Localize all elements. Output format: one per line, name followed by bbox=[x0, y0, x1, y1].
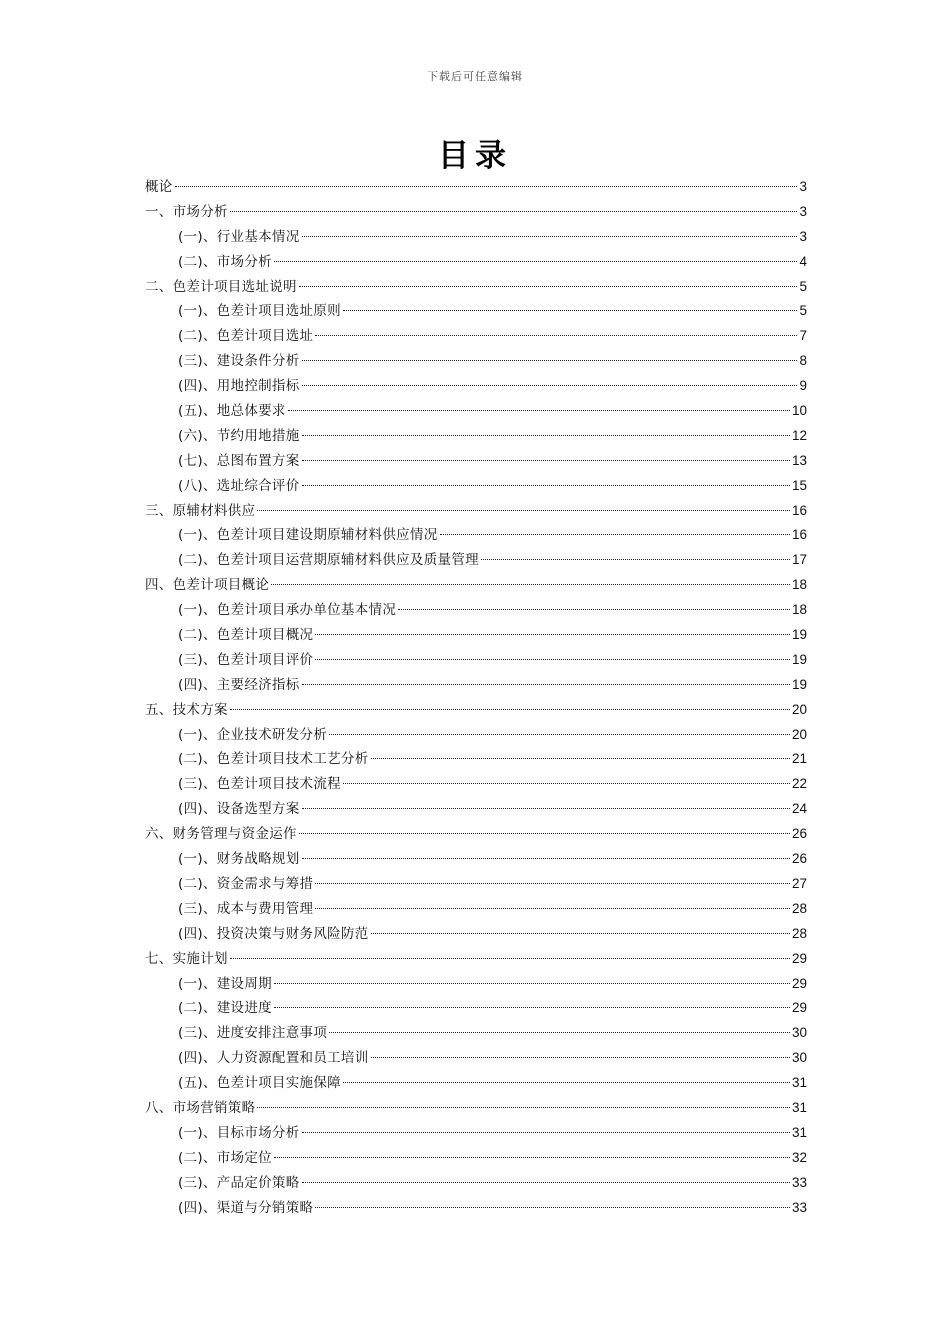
toc-dot-leader bbox=[302, 485, 790, 486]
toc-page-number: 31 bbox=[791, 1124, 807, 1140]
toc-dot-leader bbox=[343, 1082, 790, 1083]
toc-entry[interactable] bbox=[145, 972, 807, 997]
toc-entry[interactable] bbox=[145, 1071, 807, 1096]
toc-dot-leader bbox=[274, 983, 790, 984]
toc-page-number: 5 bbox=[799, 278, 807, 294]
toc-page-number: 29 bbox=[791, 950, 807, 966]
toc-page-number: 12 bbox=[791, 427, 807, 443]
toc-page-number: 30 bbox=[791, 1025, 807, 1041]
toc-entry-text: (三)、成本与费用管理 bbox=[178, 900, 314, 917]
toc-page-number: 29 bbox=[791, 975, 807, 991]
toc-entry[interactable] bbox=[145, 623, 807, 648]
toc-entry-text: (四)、投资决策与财务风险防范 bbox=[178, 925, 369, 942]
toc-page-number: 18 bbox=[791, 602, 807, 618]
toc-entry-text: (七)、总图布置方案 bbox=[178, 452, 300, 469]
toc-entry[interactable] bbox=[145, 499, 807, 524]
toc-entry[interactable] bbox=[145, 573, 807, 598]
toc-entry-text: (一)、行业基本情况 bbox=[178, 228, 300, 245]
toc-entry[interactable] bbox=[145, 847, 807, 872]
toc-list bbox=[145, 175, 807, 1220]
toc-entry[interactable] bbox=[145, 1196, 807, 1221]
toc-dot-leader bbox=[371, 933, 790, 934]
toc-page-number: 22 bbox=[791, 776, 807, 792]
toc-dot-leader bbox=[271, 584, 790, 585]
toc-dot-leader bbox=[299, 833, 790, 834]
toc-dot-leader bbox=[302, 236, 798, 237]
toc-entry-text: (四)、人力资源配置和员工培训 bbox=[178, 1050, 369, 1067]
toc-entry[interactable] bbox=[145, 598, 807, 623]
toc-entry-text: 七、实施计划 bbox=[145, 950, 228, 967]
toc-entry-text: (一)、色差计项目建设期原辅材料供应情况 bbox=[178, 527, 438, 544]
toc-page-number: 33 bbox=[791, 1199, 807, 1215]
toc-entry-text: (一)、色差计项目选址原则 bbox=[178, 303, 341, 320]
toc-dot-leader bbox=[299, 286, 798, 287]
toc-entry-text: (六)、节约用地措施 bbox=[178, 427, 300, 444]
toc-page-number: 21 bbox=[791, 751, 807, 767]
toc-page-number: 4 bbox=[799, 253, 807, 269]
toc-page-number: 16 bbox=[791, 527, 807, 543]
toc-entry-text: (三)、色差计项目评价 bbox=[178, 651, 314, 668]
toc-entry-text: (三)、建设条件分析 bbox=[178, 353, 300, 370]
toc-dot-leader bbox=[329, 734, 790, 735]
toc-entry[interactable] bbox=[145, 1021, 807, 1046]
toc-entry[interactable] bbox=[145, 747, 807, 772]
toc-entry[interactable] bbox=[145, 399, 807, 424]
toc-entry-text: (二)、市场分析 bbox=[178, 253, 272, 270]
toc-dot-leader bbox=[302, 1132, 790, 1133]
toc-dot-leader bbox=[315, 908, 790, 909]
toc-page-number: 19 bbox=[791, 651, 807, 667]
toc-entry-text: (二)、色差计项目技术工艺分析 bbox=[178, 751, 369, 768]
toc-dot-leader bbox=[274, 1007, 790, 1008]
toc-page-number: 18 bbox=[791, 577, 807, 593]
toc-entry-text: (四)、用地控制指标 bbox=[178, 378, 300, 395]
toc-entry[interactable] bbox=[145, 648, 807, 673]
toc-entry-text: (二)、资金需求与筹措 bbox=[178, 875, 314, 892]
toc-entry-text: 五、技术方案 bbox=[145, 701, 228, 718]
toc-entry[interactable] bbox=[145, 1146, 807, 1171]
toc-dot-leader bbox=[398, 609, 790, 610]
toc-dot-leader bbox=[315, 883, 790, 884]
toc-entry[interactable] bbox=[145, 324, 807, 349]
toc-entry-text: 一、市场分析 bbox=[145, 203, 228, 220]
toc-dot-leader bbox=[302, 858, 790, 859]
toc-entry[interactable] bbox=[145, 548, 807, 573]
toc-dot-leader bbox=[274, 1157, 790, 1158]
toc-page-number: 31 bbox=[791, 1099, 807, 1115]
toc-entry[interactable] bbox=[145, 723, 807, 748]
toc-entry[interactable] bbox=[145, 424, 807, 449]
toc-dot-leader bbox=[302, 360, 798, 361]
toc-page-number: 33 bbox=[791, 1174, 807, 1190]
toc-page-number: 3 bbox=[799, 228, 807, 244]
toc-entry-text: (三)、进度安排注意事项 bbox=[178, 1025, 328, 1042]
toc-page-number: 28 bbox=[791, 900, 807, 916]
toc-entry[interactable] bbox=[145, 523, 807, 548]
toc-dot-leader bbox=[440, 534, 790, 535]
toc-entry-text: 六、财务管理与资金运作 bbox=[145, 826, 297, 843]
toc-page-number: 20 bbox=[791, 701, 807, 717]
toc-entry-text: (一)、建设周期 bbox=[178, 975, 272, 992]
toc-dot-leader bbox=[315, 1207, 790, 1208]
toc-entry-text: (五)、色差计项目实施保障 bbox=[178, 1075, 341, 1092]
toc-page-number: 29 bbox=[791, 1000, 807, 1016]
toc-entry[interactable] bbox=[145, 200, 807, 225]
toc-entry-text: 四、色差计项目概论 bbox=[145, 577, 270, 594]
toc-entry[interactable] bbox=[145, 698, 807, 723]
toc-dot-leader bbox=[371, 1057, 790, 1058]
toc-entry[interactable] bbox=[145, 299, 807, 324]
toc-page-number: 5 bbox=[799, 303, 807, 319]
toc-page-number: 19 bbox=[791, 676, 807, 692]
toc-entry[interactable] bbox=[145, 1096, 807, 1121]
toc-page-number: 19 bbox=[791, 627, 807, 643]
toc-dot-leader bbox=[257, 1107, 790, 1108]
toc-entry-text: (一)、色差计项目承办单位基本情况 bbox=[178, 602, 397, 619]
toc-entry[interactable] bbox=[145, 822, 807, 847]
toc-dot-leader bbox=[302, 435, 790, 436]
toc-entry[interactable] bbox=[145, 1121, 807, 1146]
toc-page-number: 27 bbox=[791, 875, 807, 891]
toc-entry-text: (二)、色差计项目概况 bbox=[178, 627, 314, 644]
toc-page-number: 31 bbox=[791, 1075, 807, 1091]
toc-entry[interactable] bbox=[145, 947, 807, 972]
toc-entry-text: (一)、目标市场分析 bbox=[178, 1124, 300, 1141]
toc-entry[interactable] bbox=[145, 897, 807, 922]
toc-page-number: 7 bbox=[799, 328, 807, 344]
toc-dot-leader bbox=[302, 808, 790, 809]
toc-dot-leader bbox=[302, 460, 790, 461]
toc-dot-leader bbox=[315, 634, 790, 635]
toc-entry-text: 八、市场营销策略 bbox=[145, 1099, 256, 1116]
toc-dot-leader bbox=[371, 758, 790, 759]
toc-entry-text: (四)、主要经济指标 bbox=[178, 676, 300, 693]
toc-page-number: 8 bbox=[799, 353, 807, 369]
toc-entry[interactable] bbox=[145, 872, 807, 897]
toc-dot-leader bbox=[343, 310, 798, 311]
toc-entry[interactable] bbox=[145, 250, 807, 275]
toc-dot-leader bbox=[274, 261, 798, 262]
toc-entry[interactable] bbox=[145, 1046, 807, 1071]
toc-entry-text: (一)、财务战略规划 bbox=[178, 851, 300, 868]
toc-entry-text: (二)、色差计项目运营期原辅材料供应及质量管理 bbox=[178, 552, 479, 569]
toc-entry-text: (四)、设备选型方案 bbox=[178, 801, 300, 818]
toc-page-number: 28 bbox=[791, 925, 807, 941]
toc-dot-leader bbox=[175, 186, 798, 187]
toc-dot-leader bbox=[257, 510, 790, 511]
toc-entry[interactable] bbox=[145, 349, 807, 374]
toc-entry-text: (四)、渠道与分销策略 bbox=[178, 1199, 314, 1216]
toc-dot-leader bbox=[230, 709, 790, 710]
toc-entry-text: 三、原辅材料供应 bbox=[145, 502, 256, 519]
toc-entry-text: (二)、建设进度 bbox=[178, 1000, 272, 1017]
toc-entry[interactable] bbox=[145, 374, 807, 399]
toc-dot-leader bbox=[230, 211, 798, 212]
toc-page-number: 3 bbox=[799, 179, 807, 194]
toc-entry-text: (五)、地总体要求 bbox=[178, 403, 286, 420]
toc-dot-leader bbox=[302, 1182, 790, 1183]
toc-page-number: 9 bbox=[799, 378, 807, 394]
toc-page-number: 26 bbox=[791, 851, 807, 867]
toc-page-number: 3 bbox=[799, 203, 807, 219]
toc-dot-leader bbox=[481, 559, 790, 560]
toc-entry[interactable] bbox=[145, 474, 807, 499]
toc-entry[interactable] bbox=[145, 797, 807, 822]
toc-page-number: 17 bbox=[791, 552, 807, 568]
toc-page-number: 20 bbox=[791, 726, 807, 742]
toc-entry-text: (二)、色差计项目选址 bbox=[178, 328, 314, 345]
toc-dot-leader bbox=[329, 1032, 790, 1033]
toc-entry-text: (二)、市场定位 bbox=[178, 1149, 272, 1166]
toc-page-number: 15 bbox=[791, 477, 807, 493]
toc-dot-leader bbox=[302, 385, 798, 386]
toc-page-number: 24 bbox=[791, 801, 807, 817]
toc-entry-text: (三)、产品定价策略 bbox=[178, 1174, 300, 1191]
toc-page-number: 30 bbox=[791, 1050, 807, 1066]
toc-dot-leader bbox=[302, 684, 790, 685]
toc-dot-leader bbox=[315, 659, 790, 660]
toc-entry[interactable] bbox=[145, 275, 807, 300]
toc-entry-text: (一)、企业技术研发分析 bbox=[178, 726, 328, 743]
toc-dot-leader bbox=[288, 410, 790, 411]
toc-entry[interactable] bbox=[145, 1171, 807, 1196]
toc-dot-leader bbox=[230, 958, 790, 959]
toc-page-number: 16 bbox=[791, 502, 807, 518]
toc-entry[interactable] bbox=[145, 175, 807, 200]
toc-entry[interactable] bbox=[145, 673, 807, 698]
header-note: 下载后可任意编辑 bbox=[427, 70, 523, 83]
toc-entry[interactable] bbox=[145, 772, 807, 797]
toc-entry[interactable] bbox=[145, 449, 807, 474]
toc-dot-leader bbox=[343, 783, 790, 784]
toc-page-number: 26 bbox=[791, 826, 807, 842]
toc-page-number: 10 bbox=[791, 403, 807, 419]
toc-dot-leader bbox=[315, 335, 797, 336]
toc-entry[interactable] bbox=[145, 996, 807, 1021]
toc-entry-text: 概论 bbox=[145, 179, 173, 195]
toc-page-number: 32 bbox=[791, 1149, 807, 1165]
toc-page-number: 13 bbox=[791, 452, 807, 468]
toc-entry[interactable] bbox=[145, 922, 807, 947]
toc-entry-text: (三)、色差计项目技术流程 bbox=[178, 776, 341, 793]
toc-entry-text: (八)、选址综合评价 bbox=[178, 477, 300, 494]
toc-entry-text: 二、色差计项目选址说明 bbox=[145, 278, 297, 295]
toc-title: 目录 bbox=[438, 138, 512, 174]
toc-entry[interactable] bbox=[145, 225, 807, 250]
